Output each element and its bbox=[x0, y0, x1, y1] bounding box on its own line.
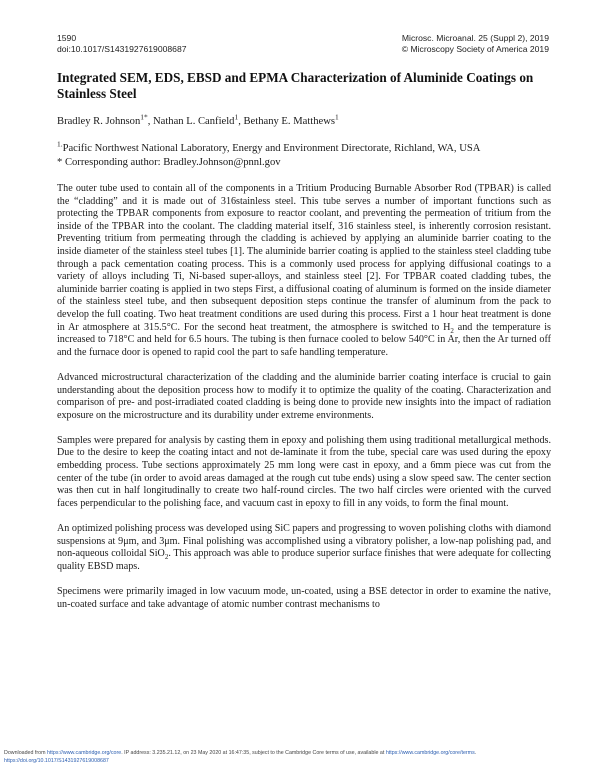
affiliation-mark: 1. bbox=[57, 139, 63, 149]
author-affiliation-mark: 1* bbox=[140, 112, 148, 122]
author-name: Bethany E. Matthews bbox=[243, 116, 335, 127]
corresponding-author: * Corresponding author: Bradley.Johnson@pnnl.gov bbox=[57, 157, 281, 168]
author-list: Bradley R. Johnson$^{1*}$, Nathan L. Canfield$^1$, Bethany E. Matthews$^1$ bbox=[57, 112, 339, 127]
footer-link-doi[interactable]: https://doi.org/10.1017/S1431927619008687 bbox=[4, 757, 109, 764]
author-affiliation-mark: 1 bbox=[335, 112, 339, 122]
paragraph-polishing: An optimized polishing process was developed using SiC papers and progressing to woven polishing cloths with diamond suspensions at 9μm, and 3μm. Final polishing was accomplished using a vibratory polisher, a low-nap polishing pad, and non-aqueous colloidal SiO$_2$. This approach was able to produce superior surface finishes that were adequate for collecting quality EBSD maps. bbox=[57, 523, 551, 572]
affiliation-line bbox=[57, 139, 547, 156]
paragraph-sample-prep: Samples were prepared for analysis by casting them in epoxy and polishing them using traditional metallurgical methods. Due to the desire to keep the coating intact and not de-laminate it from the tube, special care was used during the epoxy embedding process. Tube sections approximately 25 mm long were cast in epoxy, and a 6mm piece was cut from the center of the tube (in order to avoid areas damaged at the rough cut tube ends) using a slow speed saw. The center section was then cut in half longitudinally to create two half-round circles. The two half circles were oriented with the curved faces perpendicular to the polishing face, and vacuum cast in epoxy to fill in any voids, to form the final mount. bbox=[57, 434, 551, 509]
author-name: Bradley R. Johnson bbox=[57, 116, 141, 127]
footer-link-core[interactable]: https://www.cambridge.org/core bbox=[47, 750, 122, 756]
header-right bbox=[402, 33, 549, 55]
author-name: Nathan L. Canfield bbox=[152, 116, 235, 127]
affiliations bbox=[57, 139, 547, 170]
header-left bbox=[57, 33, 187, 55]
page-number: 1590 bbox=[57, 33, 77, 43]
paragraph-intro: The outer tube used to contain all of the components in a Tritium Producing Burnable Absorber Rod (TPBAR) is called the “cladding” and it is made out of 316stainless steel. This tube serves a number of important functions such as protecting the TPBAR components from exposure to reactor coolant, and preventing the permeation of tritium from the inside of the TPBAR into the coolant. The cladding material itself, 316 stainless steel, is inherently corrosion resistant. Preventing tritium from permeating through the cladding is achieved by applying an aluminide barrier coating to the inside diameter of the stainless steel tubes [1]. The aluminide barrier coating is applied to the stainless steel cladding tube through a pack cementation coating process. This is a commonly used process for applying diffusional coatings to a variety of alloys including Ti, Ni-based super-alloys, and stainless steel [2]. For TPBAR coated cladding tubes, the aluminide barrier coating is applied in two steps First, a diffusional coating of aluminum is formed on the inside diameter of the stainless steel tube, and then subsequent deposition steps continue the transfer of aluminum from the pack to develop the full coating. Two heat treatment conditions are used during this process. First a 1 hour heat treatment is done in Ar atmosphere at 315.5°C. For the second heat treatment, the atmosphere is switched to $H_2$ and the temperature is increased to 718°C and held for 6.5 hours. The tubing is then furnace cooled to below 540°C in Ar, then the Ar turned off and the furnace door is opened to rapid cool the part to safe handling temperature. bbox=[57, 183, 551, 358]
article-body bbox=[57, 183, 551, 611]
journal-citation: Microsc. Microanal. 25 (Suppl 2), 2019 bbox=[401, 33, 549, 43]
footer-link-terms[interactable]: https://www.cambridge.org/core/terms bbox=[385, 750, 475, 756]
download-footer: Downloaded from https://www.cambridge.org/core. IP address: 3.235.21.12, on 23 May 2020 at 16:47:35, subject to the Cambridge Core terms of use, available at https://www.cambridge.org/core/terms. https://doi.org/10.1017/S1431927619008687 bbox=[4, 750, 477, 764]
doi: doi:10.1017/S1431927619008687 bbox=[57, 44, 187, 54]
author-affiliation-mark: 1 bbox=[234, 112, 239, 122]
paragraph-motivation: Advanced microstructural characterization of the cladding and the aluminide barrier coating interface is crucial to gain understanding about the deposition process how to modify it to optimize the quality of the coating. Characterization and comparison of pre- and post-irradiated coated cladding is being done to provide new insights into the impact of radiation exposure on the microstructure and its durability under extreme environments. bbox=[57, 371, 551, 421]
affiliation-text: Pacific Northwest National Laboratory, Energy and Environment Directorate, Richland, WA, USA bbox=[62, 143, 481, 154]
copyright: © Microscopy Society of America 2019 bbox=[401, 44, 549, 54]
paper-title: Integrated SEM, EDS, EBSD and EPMA Characterization of Aluminide Coatings on Stainless Steel bbox=[57, 70, 534, 101]
paragraph-imaging: Specimens were primarily imaged in low vacuum mode, un-coated, using a BSE detector in order to examine the native, un-coated surface and take advantage of atomic number contrast mechanisms to bbox=[57, 586, 551, 610]
